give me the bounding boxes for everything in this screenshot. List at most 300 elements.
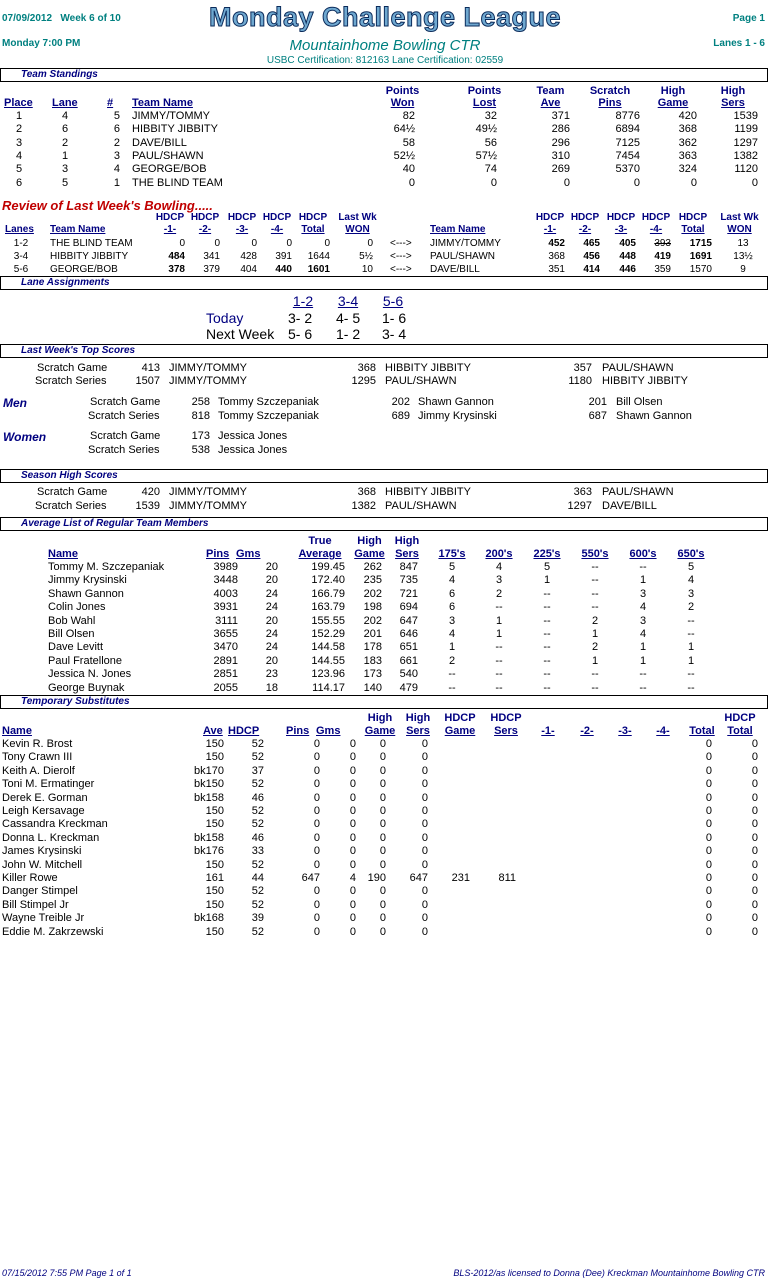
sub-high-game-cell: 0 [379, 738, 386, 750]
subs-header: Name Ave HDCP Pins Gms Game Sers Game Sers -1- -2- -3- -4- Total Total [2, 725, 753, 737]
team-name-cell: GEORGE/BOB [50, 264, 118, 275]
sub-high-game-cell: 0 [379, 831, 386, 844]
high-series-cell: 540 [399, 668, 418, 681]
average-row [0, 641, 768, 654]
count-550-cell: 1 [591, 654, 599, 667]
sub-hdcp-total-cell: 0 [751, 805, 758, 817]
average-row [0, 588, 768, 601]
team-ave-cell: 296 [551, 136, 570, 149]
team-number-cell: 1 [113, 176, 120, 189]
team-ave-cell: 286 [551, 123, 570, 136]
points-won-cell: 52½ [393, 149, 415, 162]
sub-name-cell: Derek E. Gorman [2, 791, 88, 804]
count-550-cell: -- [591, 681, 599, 694]
team-ave-cell: 0 [563, 176, 570, 189]
substitute-row [0, 832, 768, 845]
high-series-cell: 1199 [734, 123, 758, 136]
page-title: Monday Challenge League [208, 2, 562, 32]
opp-game2-cell: 456 [583, 251, 600, 262]
count-225-cell: -- [543, 628, 551, 640]
average-row [0, 615, 768, 628]
sub-high-series-cell: 0 [421, 912, 428, 925]
count-200-cell: -- [495, 641, 503, 654]
sub-name-cell: Toni M. Ermatinger [2, 778, 95, 791]
review-row [0, 250, 768, 263]
points-won-cell: 82 [402, 110, 415, 122]
count-650-cell: 3 [687, 587, 695, 600]
substitute-row [0, 765, 768, 778]
sub-hdcp-cell: 52 [251, 751, 264, 764]
sub-high-game-cell: 0 [379, 912, 386, 925]
opp-game3-cell: 448 [619, 251, 636, 262]
count-650-cell: 4 [687, 574, 695, 587]
high-series-cell: 1297 [733, 136, 758, 149]
high-series-cell: 479 [399, 681, 418, 694]
lane-cell: 1 [61, 149, 69, 162]
sub-hdcp-cell: 33 [251, 845, 264, 858]
men-scratch-series: Scratch Series 818 Tommy Szczepaniak 689 Jimmy Krysinski 687 Shawn Gannon [88, 410, 692, 422]
count-175-cell: 1 [448, 641, 456, 654]
opp-game4-cell: 359 [654, 264, 671, 275]
count-200-cell: 1 [495, 614, 503, 627]
substitute-row [0, 859, 768, 872]
count-600-cell: 1 [639, 641, 647, 654]
high-series-cell: 847 [399, 561, 418, 573]
substitute-row [0, 751, 768, 764]
sub-total-cell: 0 [705, 845, 712, 858]
sub-high-series-cell: 0 [421, 925, 428, 938]
sub-total-cell: 0 [705, 738, 712, 750]
high-game-cell: 140 [363, 681, 382, 694]
sub-high-game-cell: 0 [379, 898, 386, 911]
high-game-cell: 183 [363, 654, 382, 667]
game4-cell: 0 [286, 238, 292, 249]
sub-total-cell: 0 [705, 885, 712, 898]
place-cell: 5 [15, 163, 23, 176]
high-series-cell: 721 [399, 587, 418, 600]
sub-name-cell: Donna L. Kreckman [2, 831, 100, 844]
sub-high-series-cell: 0 [421, 738, 428, 750]
section-substitutes: Temporary Substitutes [0, 695, 768, 709]
high-game-cell: 0 [690, 176, 697, 189]
top-scratch-series: Scratch Series 1507 JIMMY/TOMMY 1295 PAUL/SHAWN 1180 HIBBITY JIBBITY [35, 375, 688, 387]
sub-high-series-cell: 0 [421, 805, 428, 817]
sub-games-cell: 0 [349, 845, 356, 858]
review-row [0, 263, 768, 276]
count-225-cell: -- [543, 681, 551, 694]
won-cell: 0 [367, 238, 373, 249]
bowler-name-cell: Dave Levitt [48, 641, 104, 654]
count-550-cell: -- [591, 601, 599, 614]
true-average-cell: 144.55 [311, 654, 345, 667]
count-650-cell: 5 [687, 561, 695, 573]
sub-hdcp-total-cell: 0 [751, 764, 758, 777]
team-ave-cell: 310 [551, 149, 570, 162]
games-cell: 24 [265, 587, 278, 600]
scratch-pins-cell: 8776 [615, 110, 640, 122]
footer-license: BLS-2012/as licensed to Donna (Dee) Kreckman Mountainhome Bowling CTR [453, 1268, 765, 1278]
average-row [0, 601, 768, 614]
sub-pins-cell: 647 [301, 872, 320, 884]
count-550-cell: -- [591, 587, 599, 600]
high-series-cell: 1382 [733, 149, 758, 162]
count-600-cell: -- [639, 681, 647, 694]
sub-hdcp-cell: 39 [251, 912, 264, 925]
team-name-cell: PAUL/SHAWN [132, 149, 204, 162]
sub-total-cell: 0 [705, 818, 712, 831]
sub-games-cell: 0 [349, 831, 356, 844]
lane-cell: 5 [61, 176, 69, 189]
sub-hdcp-cell: 44 [251, 872, 264, 884]
count-650-cell: 2 [687, 601, 695, 614]
sub-hdcp-cell: 52 [251, 925, 264, 938]
standings-row [0, 163, 768, 176]
high-series-cell: 651 [399, 641, 418, 654]
true-average-cell: 152.29 [311, 628, 345, 640]
count-225-cell: -- [543, 641, 551, 654]
sub-pins-cell: 0 [313, 805, 320, 817]
sub-name-cell: Bill Stimpel Jr [2, 898, 69, 911]
sub-name-cell: John W. Mitchell [2, 858, 83, 871]
pins-cell: 3470 [213, 641, 238, 654]
total-cell: 1601 [307, 264, 330, 275]
opp-game2-cell: 465 [583, 238, 600, 249]
count-175-cell: -- [448, 668, 456, 681]
high-game-cell: 362 [678, 136, 697, 149]
lane-cell: 3 [61, 163, 69, 176]
season-scratch-series: Scratch Series 1539 JIMMY/TOMMY 1382 PAUL/SHAWN 1297 DAVE/BILL [35, 500, 657, 512]
sub-high-series-cell: 0 [421, 845, 428, 858]
standings-row [0, 150, 768, 163]
sub-average-cell: bk150 [194, 778, 224, 791]
sub-games-cell: 0 [349, 805, 356, 817]
bowler-name-cell: George Buynak [48, 681, 125, 694]
average-row [0, 655, 768, 668]
sub-high-game-cell: 0 [379, 778, 386, 791]
count-650-cell: -- [687, 614, 695, 627]
sub-high-game-cell: 0 [379, 845, 386, 858]
place-cell: 6 [15, 176, 23, 189]
center-name: Mountainhome Bowling CTR [289, 37, 481, 54]
count-650-cell: -- [687, 681, 695, 694]
men-scratch-game: Scratch Game 258 Tommy Szczepaniak 202 Shawn Gannon 201 Bill Olsen [90, 396, 663, 408]
sub-games-cell: 0 [349, 818, 356, 831]
sub-hdcp-cell: 52 [251, 818, 264, 831]
true-average-cell: 163.79 [311, 601, 345, 614]
sub-name-cell: James Krysinski [2, 845, 82, 858]
points-won-cell: 58 [402, 136, 415, 149]
sub-average-cell: bk168 [194, 912, 224, 925]
sub-games-cell: 0 [349, 898, 356, 911]
lanes-cell: 3-4 [13, 251, 29, 262]
game3-cell: 428 [240, 251, 257, 262]
sub-hdcp-total-cell: 0 [751, 912, 758, 925]
lane-cell: 2 [61, 136, 69, 149]
high-series-cell: 735 [399, 574, 418, 587]
count-225-cell: -- [543, 587, 551, 600]
opp-game4-cell: 393 [654, 238, 671, 249]
sub-hdcp-cell: 52 [251, 805, 264, 817]
bowler-name-cell: Bill Olsen [48, 628, 95, 640]
true-average-cell: 155.55 [311, 614, 345, 627]
pins-cell: 3655 [213, 628, 238, 640]
bowler-name-cell: Tommy M. Szczepaniak [48, 561, 165, 573]
sub-high-game-cell: 0 [379, 751, 386, 764]
average-row [0, 574, 768, 587]
count-225-cell: -- [543, 614, 551, 627]
pins-cell: 2851 [213, 668, 238, 681]
sub-average-cell: bk158 [194, 791, 224, 804]
count-200-cell: 1 [495, 628, 503, 640]
high-game-cell: 363 [678, 149, 697, 162]
count-225-cell: 5 [543, 561, 551, 573]
team-name-cell: JIMMY/TOMMY [132, 110, 211, 122]
women-label: Women [3, 430, 47, 444]
high-series-cell: 0 [751, 176, 758, 189]
high-series-cell: 646 [399, 628, 418, 640]
review-title: Review of Last Week's Bowling..... [2, 198, 213, 213]
game3-cell: 0 [251, 238, 257, 249]
sub-high-game-cell: 0 [379, 818, 386, 831]
sub-pins-cell: 0 [313, 925, 320, 938]
count-650-cell: 1 [687, 654, 695, 667]
sub-pins-cell: 0 [313, 778, 320, 791]
substitute-row [0, 926, 768, 939]
count-650-cell: 1 [687, 641, 695, 654]
count-550-cell: -- [591, 574, 599, 587]
substitute-row [0, 912, 768, 925]
opp-won-cell: 9 [740, 264, 746, 275]
games-cell: 20 [265, 654, 278, 667]
report-date: 07/09/2012 Week 6 of 10 [2, 13, 121, 24]
sub-total-cell: 0 [705, 791, 712, 804]
sub-name-cell: Cassandra Kreckman [2, 818, 108, 831]
high-game-cell: 235 [363, 574, 382, 587]
count-200-cell: 3 [495, 574, 503, 587]
count-650-cell: -- [687, 628, 695, 640]
lane-cell: 4 [61, 110, 69, 122]
scratch-pins-cell: 5370 [615, 163, 640, 176]
sub-games-cell: 0 [349, 751, 356, 764]
sub-average-cell: 150 [205, 805, 224, 817]
sub-games-cell: 0 [349, 778, 356, 791]
review-row [0, 237, 768, 250]
sub-pins-cell: 0 [313, 898, 320, 911]
sub-hdcp-cell: 52 [251, 858, 264, 871]
sub-pins-cell: 0 [313, 858, 320, 871]
opponent-name-cell: JIMMY/TOMMY [430, 238, 501, 249]
scratch-pins-cell: 6894 [615, 123, 640, 136]
games-cell: 24 [265, 628, 278, 640]
average-row [0, 561, 768, 574]
team-number-cell: 4 [113, 163, 120, 176]
sub-pins-cell: 0 [313, 912, 320, 925]
scratch-pins-cell: 7454 [615, 149, 640, 162]
sub-high-game-cell: 0 [379, 885, 386, 898]
game2-cell: 0 [214, 238, 220, 249]
sub-games-cell: 0 [349, 885, 356, 898]
count-175-cell: 6 [448, 601, 456, 614]
lanes-cell: 1-2 [13, 238, 29, 249]
team-name-cell: HIBBITY JIBBITY [132, 123, 218, 136]
count-200-cell: 4 [495, 561, 503, 573]
pins-cell: 3111 [215, 614, 238, 627]
substitute-row [0, 885, 768, 898]
count-600-cell: 1 [639, 654, 647, 667]
team-name-cell: HIBBITY JIBBITY [50, 251, 129, 262]
team-ave-cell: 269 [551, 163, 570, 176]
total-cell: 1644 [307, 251, 330, 262]
high-game-cell: 201 [363, 628, 382, 640]
opp-total-cell: 1570 [689, 264, 712, 275]
won-cell: 10 [361, 264, 373, 275]
sub-total-cell: 0 [705, 805, 712, 817]
count-225-cell: 1 [543, 574, 551, 587]
place-cell: 2 [15, 123, 23, 136]
opp-game2-cell: 414 [583, 264, 600, 275]
high-game-cell: 420 [678, 110, 697, 122]
pins-cell: 2055 [213, 681, 238, 694]
count-175-cell: 3 [448, 614, 456, 627]
women-scratch-series: Scratch Series 538 Jessica Jones [88, 444, 288, 456]
review-header: Lanes Team Name -1- -2- -3- -4- Total WON Team Name -1- -2- -3- -4- Total WON [5, 224, 752, 235]
pins-cell: 3989 [213, 561, 238, 573]
opp-won-cell: 13 [737, 238, 749, 249]
sub-high-series-cell: 0 [421, 898, 428, 911]
section-season-high: Season High Scores [0, 469, 768, 483]
sub-games-cell: 0 [349, 925, 356, 938]
sub-name-cell: Wayne Treible Jr [2, 912, 85, 925]
count-200-cell: -- [495, 654, 503, 667]
sub-high-game-cell: 0 [379, 858, 386, 871]
substitute-row [0, 792, 768, 805]
sub-hdcp-series-cell: 811 [498, 872, 516, 884]
sub-hdcp-game-cell: 231 [451, 872, 470, 884]
top-scratch-game: Scratch Game 413 JIMMY/TOMMY 368 HIBBITY JIBBITY 357 PAUL/SHAWN [37, 362, 674, 374]
versus-arrow: <---> [390, 238, 412, 249]
average-row [0, 682, 768, 695]
points-lost-cell: 49½ [475, 123, 497, 136]
lanes-range: Lanes 1 - 6 [713, 38, 765, 49]
sub-hdcp-total-cell: 0 [751, 791, 758, 804]
sub-games-cell: 0 [349, 912, 356, 925]
sub-high-game-cell: 0 [379, 791, 386, 804]
game4-cell: 391 [275, 251, 292, 262]
opp-game3-cell: 405 [619, 238, 636, 249]
sub-average-cell: 150 [205, 885, 224, 898]
count-600-cell: 4 [639, 628, 647, 640]
count-200-cell: -- [495, 668, 503, 681]
sub-total-cell: 0 [705, 912, 712, 925]
sub-total-cell: 0 [705, 831, 712, 844]
average-row [0, 668, 768, 681]
sub-games-cell: 0 [349, 791, 356, 804]
sub-games-cell: 0 [349, 738, 356, 750]
true-average-cell: 172.40 [311, 574, 345, 587]
games-cell: 18 [265, 681, 278, 694]
game2-cell: 341 [203, 251, 220, 262]
scratch-pins-cell: 0 [633, 176, 640, 189]
count-225-cell: -- [543, 668, 551, 681]
sub-average-cell: bk176 [194, 845, 224, 858]
sub-high-series-cell: 0 [421, 791, 428, 804]
substitute-row [0, 845, 768, 858]
sub-high-series-cell: 0 [421, 764, 428, 777]
sub-average-cell: bk158 [194, 831, 224, 844]
opp-won-cell: 13½ [733, 251, 753, 262]
won-cell: 5½ [359, 251, 373, 262]
substitute-row [0, 818, 768, 831]
sub-pins-cell: 0 [313, 845, 320, 858]
high-game-cell: 202 [363, 614, 382, 627]
women-scratch-game: Scratch Game 173 Jessica Jones [90, 430, 288, 442]
true-average-cell: 123.96 [311, 668, 345, 681]
review-header-top: HDCP HDCP HDCP HDCP HDCP Last Wk HDCP HDCP HDCP HDCP HDCP Last Wk [155, 212, 759, 223]
footer-timestamp: 07/15/2012 7:55 PM Page 1 of 1 [2, 1268, 132, 1278]
opp-game1-cell: 351 [548, 264, 565, 275]
opp-total-cell: 1715 [689, 238, 712, 249]
substitute-row [0, 805, 768, 818]
count-225-cell: -- [543, 601, 551, 614]
team-number-cell: 6 [113, 123, 120, 136]
true-average-cell: 199.45 [311, 561, 345, 573]
game1-cell: 378 [168, 264, 185, 275]
sub-pins-cell: 0 [313, 738, 320, 750]
points-won-cell: 0 [408, 176, 415, 189]
substitute-row [0, 899, 768, 912]
sub-hdcp-total-cell: 0 [751, 751, 758, 764]
sub-pins-cell: 0 [313, 791, 320, 804]
sub-high-game-cell: 0 [379, 764, 386, 777]
sub-hdcp-total-cell: 0 [751, 818, 758, 831]
versus-arrow: <---> [390, 251, 412, 262]
lanes-cell: 5-6 [13, 264, 29, 275]
sub-total-cell: 0 [705, 764, 712, 777]
team-name-cell: THE BLIND TEAM [50, 238, 133, 249]
team-number-cell: 2 [113, 136, 120, 149]
men-label: Men [3, 396, 27, 410]
count-550-cell: 2 [591, 641, 599, 654]
count-175-cell: 2 [448, 654, 456, 667]
sub-high-series-cell: 0 [421, 818, 428, 831]
game3-cell: 404 [240, 264, 257, 275]
certification: USBC Certification: 812163 Lane Certification: 02559 [266, 55, 504, 66]
count-200-cell: -- [495, 681, 503, 694]
high-series-cell: 694 [399, 601, 418, 614]
points-won-cell: 40 [402, 163, 415, 176]
count-600-cell: -- [639, 668, 647, 681]
count-550-cell: -- [591, 561, 599, 573]
bowler-name-cell: Bob Wahl [48, 614, 96, 627]
opp-game1-cell: 368 [548, 251, 565, 262]
count-175-cell: 4 [448, 628, 456, 640]
sub-total-cell: 0 [705, 858, 712, 871]
section-average-list: Average List of Regular Team Members [0, 517, 768, 531]
count-200-cell: 2 [495, 587, 503, 600]
day-time: Monday 7:00 PM [2, 38, 81, 49]
standings-row [0, 110, 768, 123]
place-cell: 3 [15, 136, 23, 149]
pins-cell: 3931 [213, 601, 238, 614]
games-cell: 24 [265, 641, 278, 654]
sub-high-series-cell: 0 [421, 831, 428, 844]
count-600-cell: 3 [639, 614, 647, 627]
count-600-cell: 1 [639, 574, 647, 587]
high-game-cell: 368 [678, 123, 697, 136]
avg-header: Name Pins Gms Average Game Sers 175's 200's 225's 550's 600's 650's [48, 548, 705, 560]
sub-hdcp-cell: 52 [251, 778, 264, 791]
points-won-cell: 64½ [393, 123, 415, 136]
